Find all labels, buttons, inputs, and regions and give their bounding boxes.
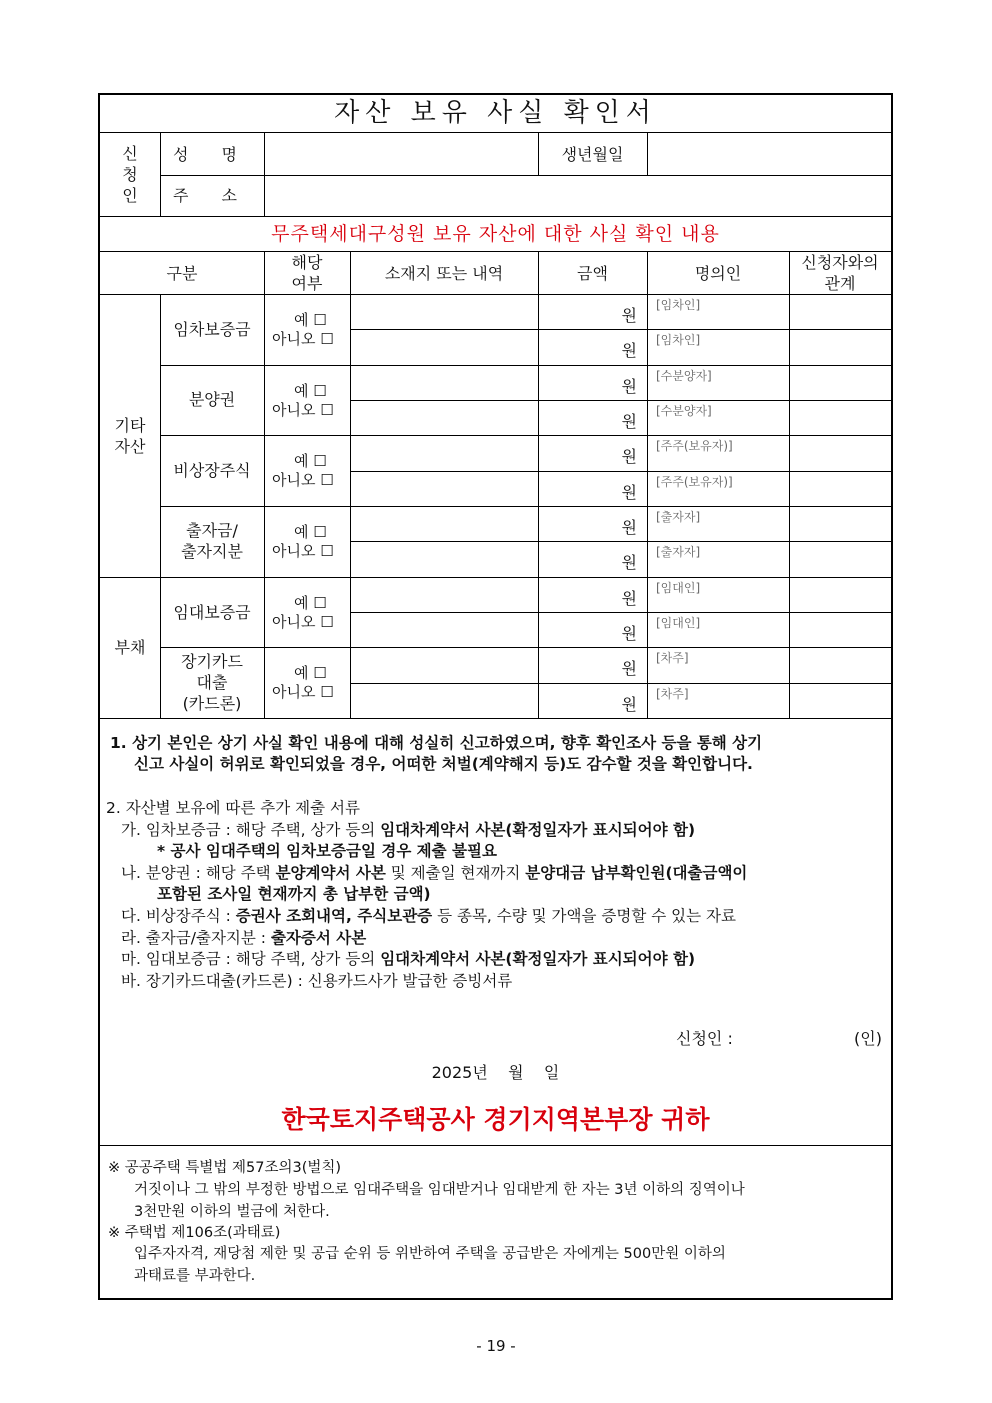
note-ba: 바. 장기카드대출(카드론) : 신용카드사가 발급한 증빙서류	[121, 972, 513, 990]
no-checkbox[interactable]: 아니오 ☐	[272, 542, 334, 560]
holder-hint[interactable]: [수분양자]	[656, 404, 712, 418]
no-checkbox[interactable]: 아니오 ☐	[272, 400, 334, 419]
name-label: 성 명	[173, 144, 251, 164]
note-1-line-2: 신고 사실이 허위로 확인되었을 경우, 어떠한 처벌(계약해지 등)도 감수할 것을 확인합니다.	[134, 755, 753, 773]
location-field[interactable]	[351, 507, 537, 540]
holder-hint[interactable]: [임차인]	[656, 298, 701, 312]
holder-hint[interactable]: [주주(보유자)]	[656, 474, 733, 489]
relation-field[interactable]	[790, 330, 890, 363]
col-location: 소재지 또는 내역	[384, 263, 504, 283]
location-field[interactable]	[351, 401, 537, 434]
amount-field[interactable]: 원	[621, 412, 637, 431]
note-2-title: 2. 자산별 보유에 따른 추가 제출 서류	[106, 799, 360, 817]
yes-checkbox[interactable]: 예 ☐	[294, 452, 327, 471]
amount-field[interactable]: 원	[621, 659, 637, 679]
birth-label: 생년월일	[561, 144, 624, 164]
relation-field[interactable]	[790, 472, 890, 505]
applicant-side-label: 신 청 인	[122, 144, 138, 205]
date-line: 2025년 월 일	[431, 1062, 560, 1082]
relation-field[interactable]	[790, 507, 890, 540]
item-name: 분양권	[188, 390, 236, 410]
holder-hint[interactable]: [차주]	[656, 686, 689, 701]
address-label: 주 소	[173, 186, 251, 205]
form-title: 자산 보유 사실 확인서	[334, 98, 657, 128]
location-field[interactable]	[351, 613, 537, 646]
note-na-line-2: 포함된 조사일 현재까지 총 납부한 금액)	[157, 885, 431, 903]
relation-field[interactable]	[790, 436, 890, 469]
amount-field[interactable]: 원	[621, 694, 637, 714]
signature-label: 신청인 :	[676, 1029, 733, 1048]
holder-hint[interactable]: [임대인]	[656, 580, 701, 595]
holder-hint[interactable]: [출자자]	[656, 545, 701, 560]
note-ra: 라. 출자금/출자지분 : 출자증서 사본	[121, 929, 367, 947]
location-field[interactable]	[351, 578, 537, 611]
item-name: 장기카드 대출 (카드론)	[181, 652, 243, 714]
amount-field[interactable]: 원	[621, 553, 637, 573]
relation-field[interactable]	[790, 684, 890, 717]
group-other-assets: 기타 자산	[114, 415, 146, 456]
location-field[interactable]	[351, 684, 537, 717]
holder-hint[interactable]: [수분양자]	[656, 368, 712, 383]
relation-field[interactable]	[790, 366, 890, 399]
note-ma: 마. 임대보증금 : 해당 주택, 상가 등의 임대차계약서 사본(확정일자가 표시되어야 함)	[121, 950, 696, 968]
note-da: 다. 비상장주식 : 증권사 조회내역, 주식보관증 등 종목, 수량 및 가액을 증명할 수 있는 자료	[121, 907, 736, 925]
location-field[interactable]	[351, 472, 537, 505]
holder-hint[interactable]: [출자자]	[656, 510, 701, 524]
birth-field[interactable]	[648, 134, 890, 174]
relation-field[interactable]	[790, 295, 890, 328]
footer-2-line-1: 입주자자격, 재당첨 제한 및 공급 순위 등 위반하여 주택을 공급받은 자에게는 500만원 이하의	[134, 1246, 726, 1262]
note-ga: 가. 임차보증금 : 해당 주택, 상가 등의 임대차계약서 사본(확정일자가 표시되어야 함)	[121, 821, 696, 839]
col-relation: 신청자와의 관계	[801, 253, 879, 293]
note-ga-sub: * 공사 임대주택의 임차보증금일 경우 제출 불필요	[157, 842, 497, 860]
col-applicable: 해당 여부	[291, 253, 323, 293]
amount-field[interactable]: 원	[621, 588, 637, 608]
item-name: 비상장주식	[173, 461, 251, 481]
amount-field[interactable]: 원	[621, 624, 637, 643]
relation-field[interactable]	[790, 613, 890, 646]
col-holder: 명의인	[694, 263, 742, 283]
footer-1-title: ※ 공공주택 특별법 제57조의3(벌칙)	[108, 1160, 342, 1176]
relation-field[interactable]	[790, 578, 890, 611]
amount-field[interactable]: 원	[621, 482, 637, 502]
amount-field[interactable]: 원	[621, 306, 637, 325]
location-field[interactable]	[351, 542, 537, 575]
name-field[interactable]	[265, 134, 538, 174]
item-name: 출자금/ 출자지분	[181, 521, 243, 562]
note-1-line-1: 1. 상기 본인은 상기 사실 확인 내용에 대해 성실히 신고하였으며, 향후 확인조사 등을 통해 상기	[110, 734, 763, 752]
amount-field[interactable]: 원	[621, 376, 637, 396]
yes-checkbox[interactable]: 예 ☐	[294, 593, 327, 612]
location-field[interactable]	[351, 366, 537, 399]
signature-seal[interactable]: (인)	[854, 1029, 882, 1048]
item-name: 임차보증금	[173, 319, 251, 339]
holder-hint[interactable]: [임차인]	[656, 333, 701, 348]
footer-2-title: ※ 주택법 제106조(과태료)	[108, 1225, 281, 1241]
yes-checkbox[interactable]: 예 ☐	[294, 523, 327, 541]
no-checkbox[interactable]: 아니오 ☐	[272, 330, 334, 348]
location-field[interactable]	[351, 436, 537, 469]
no-checkbox[interactable]: 아니오 ☐	[272, 612, 334, 631]
yes-checkbox[interactable]: 예 ☐	[294, 311, 327, 329]
location-field[interactable]	[351, 648, 537, 681]
amount-field[interactable]: 원	[621, 341, 637, 361]
yes-checkbox[interactable]: 예 ☐	[294, 381, 327, 400]
col-amount: 금액	[577, 263, 608, 283]
amount-field[interactable]: 원	[621, 447, 637, 467]
section-heading: 무주택세대구성원 보유 자산에 대한 사실 확인 내용	[271, 222, 720, 245]
item-name: 임대보증금	[173, 602, 251, 622]
footer-1-line-2: 3천만원 이하의 벌금에 처한다.	[134, 1204, 330, 1220]
address-field[interactable]	[265, 176, 890, 215]
footer-2-line-2: 과태료를 부과한다.	[134, 1268, 256, 1284]
holder-hint[interactable]: [차주]	[656, 651, 689, 666]
location-field[interactable]	[351, 330, 537, 363]
addressee: 한국토지주택공사 경기지역본부장 귀하	[281, 1104, 710, 1134]
footer-1-line-1: 거짓이나 그 밖의 부정한 방법으로 임대주택을 임대받거나 임대받게 한 자는 3년 이하의 징역이나	[134, 1182, 745, 1198]
yes-checkbox[interactable]: 예 ☐	[294, 664, 327, 683]
amount-field[interactable]: 원	[621, 518, 637, 537]
relation-field[interactable]	[790, 542, 890, 575]
col-category: 구분	[166, 263, 198, 283]
no-checkbox[interactable]: 아니오 ☐	[272, 471, 334, 490]
relation-field[interactable]	[790, 648, 890, 681]
group-liabilities: 부채	[114, 638, 146, 657]
location-field[interactable]	[351, 295, 537, 328]
holder-hint[interactable]: [임대인]	[656, 616, 701, 630]
no-checkbox[interactable]: 아니오 ☐	[272, 683, 334, 702]
relation-field[interactable]	[790, 401, 890, 434]
page-number: - 19 -	[476, 1336, 516, 1355]
note-na: 나. 분양권 : 해당 주택 분양계약서 사본 및 제출일 현재까지 분양대금 납부확인원(대출금액이	[121, 864, 748, 882]
holder-hint[interactable]: [주주(보유자)]	[656, 439, 733, 454]
